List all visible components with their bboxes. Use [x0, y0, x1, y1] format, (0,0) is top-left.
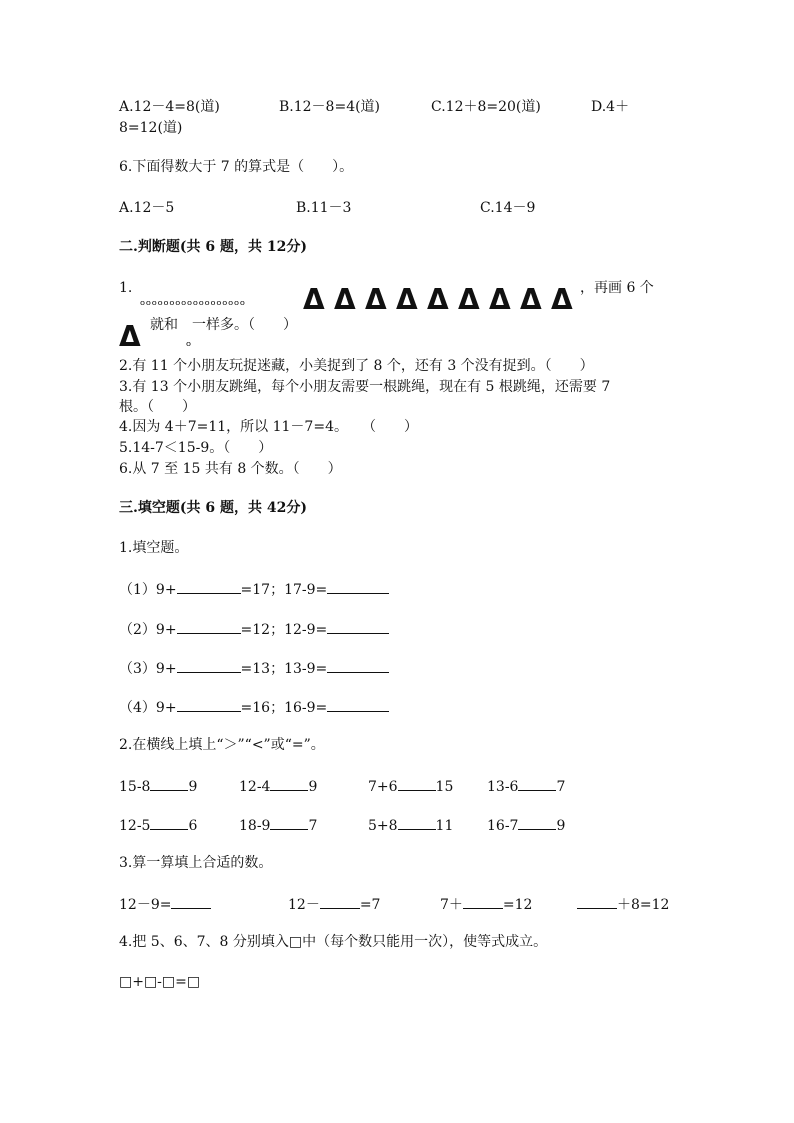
q6-stem: 6.下面得数大于 7 的算式是（ ）。	[119, 159, 354, 175]
calc-item: ＋8=12	[577, 894, 669, 914]
s3-q2-title: 2.在横线上填上“＞”“<”或“=”。	[119, 737, 325, 753]
q6-option-a: A.12－5	[119, 200, 175, 216]
answer-blank[interactable]	[398, 815, 436, 830]
answer-blank[interactable]	[177, 658, 241, 673]
answer-blank[interactable]	[177, 619, 241, 634]
s3-q1-row-4: （4）9+ =16；16-9=	[119, 697, 389, 717]
q6-option-c: C.14－9	[480, 200, 536, 216]
triangle-icon: Δ	[334, 283, 356, 316]
s2-q1-number: 1.	[119, 280, 133, 296]
compare-item: 5+8 11	[368, 815, 453, 835]
answer-blank[interactable]	[577, 894, 617, 909]
answer-blank[interactable]	[177, 697, 241, 712]
answer-blank[interactable]	[327, 697, 389, 712]
compare-item: 18-9 7	[239, 815, 317, 835]
section-2-title: 二.判断题(共 6 题，共 12分)	[119, 239, 307, 255]
answer-blank[interactable]	[327, 658, 389, 673]
s2-q5: 5.14-7＜15-9。（ ）	[119, 440, 273, 456]
s3-q1-row-2: （2）9+ =12；12-9=	[119, 619, 389, 639]
q5-option-b: B.12－8=4(道)	[279, 99, 381, 115]
triangle-icon: Δ	[458, 283, 480, 316]
calc-item: 12－9=	[119, 894, 211, 914]
q5-option-d-line2: 8=12(道)	[119, 120, 183, 136]
answer-blank[interactable]	[171, 894, 211, 909]
s2-q3-line2: 根。（ ）	[119, 399, 196, 415]
answer-blank[interactable]	[320, 894, 360, 909]
compare-item: 13-6 7	[487, 776, 565, 796]
answer-blank[interactable]	[270, 776, 308, 791]
circle-icon: ₒ	[186, 335, 192, 350]
q5-option-c: C.12＋8=20(道)	[431, 99, 541, 115]
answer-blank[interactable]	[177, 579, 241, 594]
compare-item: 12-4 9	[239, 776, 317, 796]
compare-item: 12-5 6	[119, 815, 197, 835]
s2-q3-line1: 3.有 13 个小朋友跳绳，每个小朋友需要一根跳绳，现在有 5 根跳绳，还需要 7	[119, 379, 611, 395]
s2-q2: 2.有 11 个小朋友玩捉迷藏，小美捉到了 8 个，还有 3 个没有捉到。（ ）	[119, 358, 594, 374]
s3-q3-title: 3.算一算填上合适的数。	[119, 855, 273, 871]
calc-item: 7＋ =12	[440, 894, 532, 914]
triangle-icon: Δ	[365, 283, 387, 316]
triangle-icon: Δ	[551, 283, 573, 316]
q5-option-a: A.12－4=8(道)	[119, 99, 220, 115]
s3-q1-title: 1.填空题。	[119, 540, 189, 556]
s3-q4-title: 4.把 5、6、7、8 分别填入□中（每个数只能用一次），使等式成立。	[119, 934, 548, 950]
s3-q4-expression: □+□-□=□	[119, 974, 201, 990]
s3-q1-row-3: （3）9+ =13；13-9=	[119, 658, 389, 678]
answer-blank[interactable]	[463, 894, 503, 909]
answer-blank[interactable]	[327, 619, 389, 634]
calc-item: 12－ =7	[288, 894, 380, 914]
q6-option-b: B.11－3	[296, 200, 352, 216]
triangle-icon: Δ	[119, 320, 141, 353]
answer-blank[interactable]	[327, 579, 389, 594]
s2-q4: 4.因为 4＋7=11，所以 11－7=4。 （ ）	[119, 419, 418, 435]
triangle-icon: Δ	[520, 283, 542, 316]
compare-item: 7+6 15	[368, 776, 453, 796]
compare-item: 16-7 9	[487, 815, 565, 835]
triangle-icon: Δ	[489, 283, 511, 316]
triangle-icon: Δ	[396, 283, 418, 316]
section-3-title: 三.填空题(共 6 题，共 42分)	[119, 500, 307, 516]
triangle-icon: Δ	[303, 283, 325, 316]
s2-q6: 6.从 7 至 15 共有 8 个数。（ ）	[119, 461, 342, 477]
s2-q1-tail: ，再画 6 个	[580, 280, 654, 296]
compare-item: 15-8 9	[119, 776, 197, 796]
q5-option-d-line1: D.4＋	[591, 99, 630, 115]
triangle-icon: Δ	[427, 283, 449, 316]
answer-blank[interactable]	[150, 776, 188, 791]
answer-blank[interactable]	[150, 815, 188, 830]
s2-q1-circles: ₒₒₒₒₒₒₒₒₒₒₒₒₒₒₒₒₒₒ	[140, 294, 246, 309]
answer-blank[interactable]	[518, 815, 556, 830]
s2-q1-line2: 就和 一样多。（ ）	[150, 317, 297, 333]
answer-blank[interactable]	[398, 776, 436, 791]
s3-q1-row-1: （1）9+ =17；17-9=	[119, 579, 389, 599]
answer-blank[interactable]	[518, 776, 556, 791]
answer-blank[interactable]	[270, 815, 308, 830]
